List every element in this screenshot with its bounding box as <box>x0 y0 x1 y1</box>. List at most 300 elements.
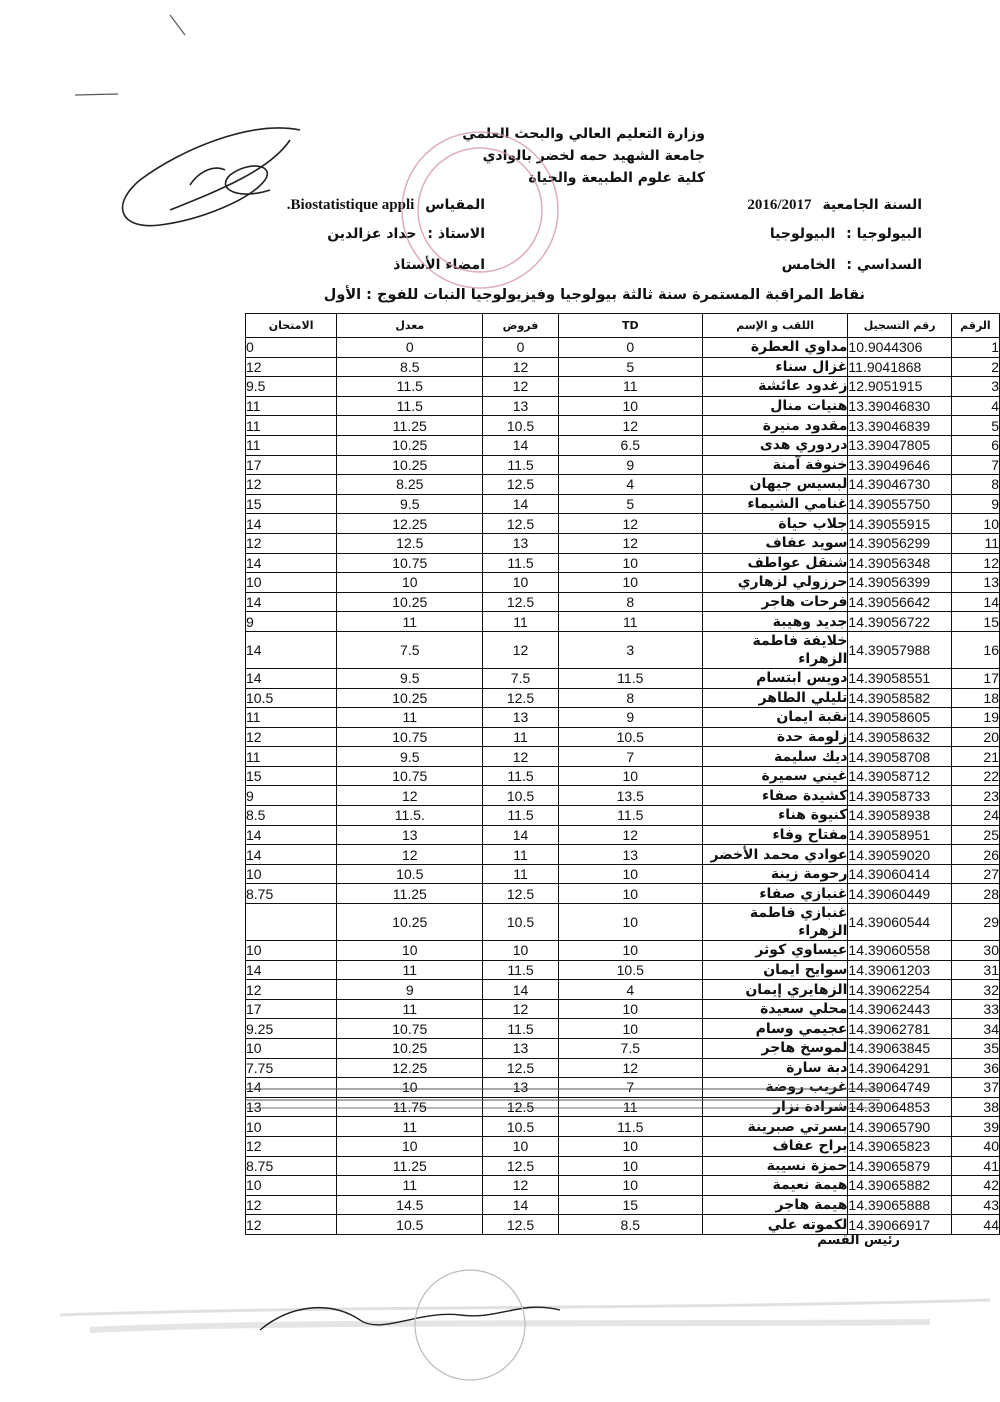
td-grade: 11.5 <box>558 1117 702 1137</box>
td-grade: 10 <box>558 1019 702 1039</box>
table-row <box>246 1117 1000 1137</box>
tests-grade: 12.5 <box>483 592 558 612</box>
exam-grade: 9 <box>246 786 337 806</box>
registration-number: 14.39056299 <box>848 533 951 553</box>
average-grade: 10.75 <box>337 1019 483 1039</box>
exam-grade: 10 <box>246 941 337 961</box>
registration-number: 14.39058712 <box>848 766 951 786</box>
td-grade: 12 <box>558 825 702 845</box>
td-grade: 13 <box>558 845 702 865</box>
row-number: 7 <box>951 455 999 475</box>
average-grade: 10.5 <box>337 1215 483 1235</box>
exam-grade: 10 <box>246 1176 337 1196</box>
registration-number: 14.39055750 <box>848 494 951 514</box>
td-grade: 11 <box>558 377 702 397</box>
registration-number: 14.39060544 <box>848 904 951 941</box>
row-number: 17 <box>951 668 999 688</box>
td-grade: 6.5 <box>558 435 702 455</box>
average-grade: 11.75 <box>337 1097 483 1117</box>
row-number: 16 <box>951 631 999 668</box>
tests-grade: 10 <box>483 1136 558 1156</box>
student-name: خلايفة فاطمة الزهراء <box>702 631 848 668</box>
student-name: غزال سناء <box>702 357 848 377</box>
registration-number: 13.39047805 <box>848 435 951 455</box>
registration-number: 14.39060414 <box>848 864 951 884</box>
average-grade: 11.5 <box>337 396 483 416</box>
academic-year <box>747 197 922 214</box>
registration-number: 13.39049646 <box>848 455 951 475</box>
registration-number: 14.39058632 <box>848 727 951 747</box>
average-grade: 12 <box>337 786 483 806</box>
student-name: فرحات هاجر <box>702 592 848 612</box>
student-name: مداوي العطرة <box>702 338 848 358</box>
row-number: 33 <box>951 999 999 1019</box>
td-grade: 10.5 <box>558 727 702 747</box>
row-number: 14 <box>951 592 999 612</box>
average-grade: 9.5 <box>337 668 483 688</box>
registration-number: 14.39065879 <box>848 1156 951 1176</box>
row-number: 18 <box>951 688 999 708</box>
student-name: غنبازي صفاء <box>702 884 848 904</box>
td-grade: 15 <box>558 1195 702 1215</box>
table-row <box>246 708 1000 728</box>
student-name: هنيات منال <box>702 396 848 416</box>
professor-label: الاستاذ : <box>427 226 485 242</box>
table-row <box>246 1136 1000 1156</box>
row-number: 2 <box>951 357 999 377</box>
average-grade: 13 <box>337 825 483 845</box>
row-number: 24 <box>951 806 999 826</box>
exam-grade: 8.75 <box>246 1156 337 1176</box>
exam-grade: 10 <box>246 1039 337 1059</box>
table-row <box>246 435 1000 455</box>
student-name: لكموته علي <box>702 1215 848 1235</box>
row-number: 22 <box>951 766 999 786</box>
exam-grade: 10 <box>246 573 337 593</box>
table-row <box>246 494 1000 514</box>
table-row <box>246 1215 1000 1235</box>
registration-number: 14.39061203 <box>848 960 951 980</box>
table-row <box>246 1039 1000 1059</box>
exam-grade: 14 <box>246 825 337 845</box>
td-grade: 11 <box>558 1097 702 1117</box>
average-grade: 10 <box>337 1078 483 1098</box>
exam-grade: 11 <box>246 708 337 728</box>
exam-grade: 14 <box>246 592 337 612</box>
average-grade: 11 <box>337 612 483 632</box>
row-number: 42 <box>951 1176 999 1196</box>
student-name: حمزة نسيبة <box>702 1156 848 1176</box>
student-name: كشيدة صفاء <box>702 786 848 806</box>
row-number: 37 <box>951 1078 999 1098</box>
student-name: سويد عفاف <box>702 533 848 553</box>
tests-grade: 7.5 <box>483 668 558 688</box>
table-row <box>246 668 1000 688</box>
average-grade: 14.5 <box>337 1195 483 1215</box>
top-marks <box>75 15 185 95</box>
table-row <box>246 688 1000 708</box>
ministry-name: وزارة التعليم العالي والبحث العلمي <box>462 126 705 142</box>
average-grade: 10.75 <box>337 553 483 573</box>
student-name: سوايح ايمان <box>702 960 848 980</box>
exam-grade: 12 <box>246 357 337 377</box>
table-row <box>246 1078 1000 1098</box>
department-value: البيولوجيا <box>769 226 836 242</box>
tests-grade: 11.5 <box>483 960 558 980</box>
row-number: 35 <box>951 1039 999 1059</box>
student-name: دويس ابتسام <box>702 668 848 688</box>
tests-grade: 11 <box>483 612 558 632</box>
tests-grade: 12.5 <box>483 514 558 534</box>
td-grade: 10 <box>558 999 702 1019</box>
registration-number: 14.39063845 <box>848 1039 951 1059</box>
registration-number: 14.39065823 <box>848 1136 951 1156</box>
row-number: 32 <box>951 980 999 1000</box>
average-grade: 11 <box>337 708 483 728</box>
table-row <box>246 1176 1000 1196</box>
average-grade: 10.25 <box>337 904 483 941</box>
student-name: دبة سارة <box>702 1058 848 1078</box>
tests-grade: 12.5 <box>483 884 558 904</box>
exam-grade: 7.75 <box>246 1058 337 1078</box>
exam-grade <box>246 904 337 941</box>
table-row <box>246 1019 1000 1039</box>
exam-grade: 12 <box>246 1136 337 1156</box>
tests-grade: 12 <box>483 357 558 377</box>
tests-grade: 10 <box>483 941 558 961</box>
tests-grade: 12 <box>483 377 558 397</box>
registration-number: 14.39065888 <box>848 1195 951 1215</box>
header-average: معدل <box>337 314 483 338</box>
tests-grade: 11.5 <box>483 1019 558 1039</box>
bottom-signature <box>60 1270 990 1380</box>
module-value: Biostatistique appli. <box>286 197 415 213</box>
table-row <box>246 553 1000 573</box>
tests-grade: 12 <box>483 1176 558 1196</box>
average-grade: 9.5 <box>337 747 483 767</box>
registration-number: 14.39059020 <box>848 845 951 865</box>
row-number: 3 <box>951 377 999 397</box>
td-grade: 10 <box>558 1156 702 1176</box>
row-number: 23 <box>951 786 999 806</box>
average-grade: 10.25 <box>337 592 483 612</box>
student-name: لموسخ هاجر <box>702 1039 848 1059</box>
table-row <box>246 786 1000 806</box>
student-name: تليلي الطاهر <box>702 688 848 708</box>
td-grade: 12 <box>558 1058 702 1078</box>
tests-grade: 14 <box>483 980 558 1000</box>
header-registration: رقم التسجيل <box>848 314 951 338</box>
average-grade: 11.25 <box>337 416 483 436</box>
row-number: 10 <box>951 514 999 534</box>
registration-number: 14.39062443 <box>848 999 951 1019</box>
table-row <box>246 1195 1000 1215</box>
exam-grade: 15 <box>246 494 337 514</box>
header-name: اللقب و الإسم <box>702 314 848 338</box>
tests-grade: 11.5 <box>483 455 558 475</box>
registration-number: 13.39046830 <box>848 396 951 416</box>
exam-grade: 17 <box>246 999 337 1019</box>
average-grade: 11.5 <box>337 377 483 397</box>
table-row <box>246 592 1000 612</box>
td-grade: 10 <box>558 1176 702 1196</box>
student-name: عوادي محمد الأخضر <box>702 845 848 865</box>
tests-grade: 13 <box>483 396 558 416</box>
faculty-name: كلية علوم الطبيعة والحياة <box>528 170 705 186</box>
table-row <box>246 904 1000 941</box>
document-title: نقاط المراقبة المستمرة سنة ثالثة بيولوجيا وفيزيولوجيا النبات للفوج : الأول <box>323 287 865 303</box>
average-grade: .11.5 <box>337 806 483 826</box>
tests-grade: 11 <box>483 727 558 747</box>
semester-label: السداسي : <box>846 257 922 273</box>
registration-number: 14.39062781 <box>848 1019 951 1039</box>
tests-grade: 12 <box>483 999 558 1019</box>
td-grade: 10 <box>558 884 702 904</box>
table-row <box>246 475 1000 495</box>
department <box>770 226 922 242</box>
exam-grade: 14 <box>246 1078 337 1098</box>
average-grade: 11 <box>337 999 483 1019</box>
tests-grade: 10.5 <box>483 1117 558 1137</box>
semester <box>782 257 922 273</box>
student-name: كنيوة هناء <box>702 806 848 826</box>
row-number: 30 <box>951 941 999 961</box>
registration-number: 14.39058605 <box>848 708 951 728</box>
exam-grade: 12 <box>246 727 337 747</box>
row-number: 44 <box>951 1215 999 1235</box>
student-name: مفتاح وفاء <box>702 825 848 845</box>
row-number: 9 <box>951 494 999 514</box>
header-tests: فروض <box>483 314 558 338</box>
exam-grade: 14 <box>246 553 337 573</box>
registration-number: 14.39064853 <box>848 1097 951 1117</box>
exam-grade: 11 <box>246 416 337 436</box>
average-grade: 10 <box>337 573 483 593</box>
exam-grade: 14 <box>246 960 337 980</box>
row-number: 4 <box>951 396 999 416</box>
average-grade: 8.5 <box>337 357 483 377</box>
header-number: الرقم <box>951 314 999 338</box>
table-row <box>246 747 1000 767</box>
average-grade: 10.25 <box>337 455 483 475</box>
tests-grade: 12.5 <box>483 1215 558 1235</box>
professor-signature-label: امضاء الأستاذ <box>393 257 485 273</box>
average-grade: 10 <box>337 1136 483 1156</box>
td-grade: 10.5 <box>558 960 702 980</box>
exam-grade: 17 <box>246 455 337 475</box>
td-grade: 10 <box>558 1136 702 1156</box>
row-number: 1 <box>951 338 999 358</box>
tests-grade: 12 <box>483 747 558 767</box>
td-grade: 12 <box>558 416 702 436</box>
table-row <box>246 864 1000 884</box>
exam-grade: 15 <box>246 766 337 786</box>
tests-grade: 13 <box>483 533 558 553</box>
row-number: 39 <box>951 1117 999 1137</box>
td-grade: 13.5 <box>558 786 702 806</box>
student-name: رحومة زينة <box>702 864 848 884</box>
table-row <box>246 573 1000 593</box>
table-row <box>246 941 1000 961</box>
row-number: 5 <box>951 416 999 436</box>
tests-grade: 12.5 <box>483 475 558 495</box>
table-row <box>246 416 1000 436</box>
table-row <box>246 980 1000 1000</box>
exam-grade: 12 <box>246 980 337 1000</box>
td-grade: 8.5 <box>558 1215 702 1235</box>
average-grade: 11 <box>337 960 483 980</box>
registration-number: 14.39056722 <box>848 612 951 632</box>
registration-number: 10.9044306 <box>848 338 951 358</box>
table-row <box>246 1097 1000 1117</box>
student-name: بسرتي صبرينة <box>702 1117 848 1137</box>
td-grade: 10 <box>558 941 702 961</box>
student-name: شرادة نزار <box>702 1097 848 1117</box>
signature-top-left <box>123 128 300 226</box>
tests-grade: 14 <box>483 825 558 845</box>
exam-grade: 12 <box>246 1195 337 1215</box>
tests-grade: 11.5 <box>483 766 558 786</box>
average-grade: 7.5 <box>337 631 483 668</box>
tests-grade: 11.5 <box>483 553 558 573</box>
average-grade: 12 <box>337 845 483 865</box>
student-name: زلومة حدة <box>702 727 848 747</box>
grades-table <box>245 313 1000 1235</box>
head-of-department-label: رئيس القسم <box>817 1233 900 1248</box>
student-name: غيني سميرة <box>702 766 848 786</box>
exam-grade: 14 <box>246 668 337 688</box>
professor-value: حداد عزالدين <box>327 226 417 242</box>
row-number: 28 <box>951 884 999 904</box>
table-row <box>246 1058 1000 1078</box>
row-number: 11 <box>951 533 999 553</box>
average-grade: 10.25 <box>337 688 483 708</box>
student-name: شنقل عواطف <box>702 553 848 573</box>
exam-grade: 10 <box>246 1117 337 1137</box>
average-grade: 11 <box>337 1176 483 1196</box>
exam-grade: 14 <box>246 631 337 668</box>
td-grade: 8 <box>558 592 702 612</box>
module <box>287 197 485 214</box>
tests-grade: 12.5 <box>483 1058 558 1078</box>
row-number: 15 <box>951 612 999 632</box>
header-exam: الامتحان <box>246 314 337 338</box>
average-grade: 11.25 <box>337 884 483 904</box>
td-grade: 5 <box>558 494 702 514</box>
student-name: عجيمي وسام <box>702 1019 848 1039</box>
exam-grade: 14 <box>246 514 337 534</box>
student-name: غنبازي فاطمة الزهراء <box>702 904 848 941</box>
registration-number: 14.39058938 <box>848 806 951 826</box>
tests-grade: 0 <box>483 338 558 358</box>
td-grade: 10 <box>558 396 702 416</box>
table-row <box>246 884 1000 904</box>
tests-grade: 11.5 <box>483 806 558 826</box>
table-row <box>246 357 1000 377</box>
registration-number: 14.39055915 <box>848 514 951 534</box>
student-name: غريب روضة <box>702 1078 848 1098</box>
university-name: جامعة الشهيد حمه لخضر بالوادي <box>482 148 705 164</box>
table-row <box>246 960 1000 980</box>
exam-grade: 12 <box>246 475 337 495</box>
student-name: زغدود عائشة <box>702 377 848 397</box>
row-number: 36 <box>951 1058 999 1078</box>
row-number: 8 <box>951 475 999 495</box>
department-label: البيولوجيا : <box>846 226 922 242</box>
registration-number: 14.39058582 <box>848 688 951 708</box>
tests-grade: 12 <box>483 631 558 668</box>
professor <box>327 226 485 242</box>
registration-number: 14.39057988 <box>848 631 951 668</box>
row-number: 43 <box>951 1195 999 1215</box>
registration-number: 14.39058733 <box>848 786 951 806</box>
tests-grade: 12.5 <box>483 1156 558 1176</box>
td-grade: 9 <box>558 455 702 475</box>
table-row <box>246 1156 1000 1176</box>
tests-grade: 14 <box>483 494 558 514</box>
td-grade: 7.5 <box>558 1039 702 1059</box>
registration-number: 14.39060449 <box>848 884 951 904</box>
td-grade: 0 <box>558 338 702 358</box>
academic-year-value: 2016/2017 <box>747 197 812 213</box>
student-name: محلي سعيدة <box>702 999 848 1019</box>
row-number: 20 <box>951 727 999 747</box>
registration-number: 14.39056399 <box>848 573 951 593</box>
average-grade: 12.25 <box>337 514 483 534</box>
table-row <box>246 612 1000 632</box>
exam-grade: 11 <box>246 747 337 767</box>
student-name: جديد وهيبة <box>702 612 848 632</box>
td-grade: 11.5 <box>558 806 702 826</box>
exam-grade: 10.5 <box>246 688 337 708</box>
row-number: 25 <box>951 825 999 845</box>
table-row <box>246 825 1000 845</box>
exam-grade: 11 <box>246 396 337 416</box>
td-grade: 10 <box>558 904 702 941</box>
row-number: 40 <box>951 1136 999 1156</box>
student-name: براح عفاف <box>702 1136 848 1156</box>
row-number: 31 <box>951 960 999 980</box>
exam-grade: 8.75 <box>246 884 337 904</box>
td-grade: 4 <box>558 980 702 1000</box>
table-row <box>246 338 1000 358</box>
table-header-row <box>246 314 1000 338</box>
td-grade: 10 <box>558 864 702 884</box>
average-grade: 10.25 <box>337 1039 483 1059</box>
row-number: 13 <box>951 573 999 593</box>
table-row <box>246 999 1000 1019</box>
td-grade: 7 <box>558 1078 702 1098</box>
registration-number: 13.39046839 <box>848 416 951 436</box>
student-name: هيمة نعيمة <box>702 1176 848 1196</box>
registration-number: 14.39058708 <box>848 747 951 767</box>
registration-number: 14.39058551 <box>848 668 951 688</box>
average-grade: 12.25 <box>337 1058 483 1078</box>
registration-number: 14.39064291 <box>848 1058 951 1078</box>
table-row <box>246 727 1000 747</box>
student-name: دردوري هدى <box>702 435 848 455</box>
tests-grade: 13 <box>483 708 558 728</box>
row-number: 38 <box>951 1097 999 1117</box>
exam-grade: 13 <box>246 1097 337 1117</box>
registration-number: 12.9051915 <box>848 377 951 397</box>
registration-number: 14.39064749 <box>848 1078 951 1098</box>
exam-grade: 12 <box>246 533 337 553</box>
registration-number: 14.39058951 <box>848 825 951 845</box>
tests-grade: 10 <box>483 573 558 593</box>
tests-grade: 13 <box>483 1078 558 1098</box>
td-grade: 7 <box>558 747 702 767</box>
